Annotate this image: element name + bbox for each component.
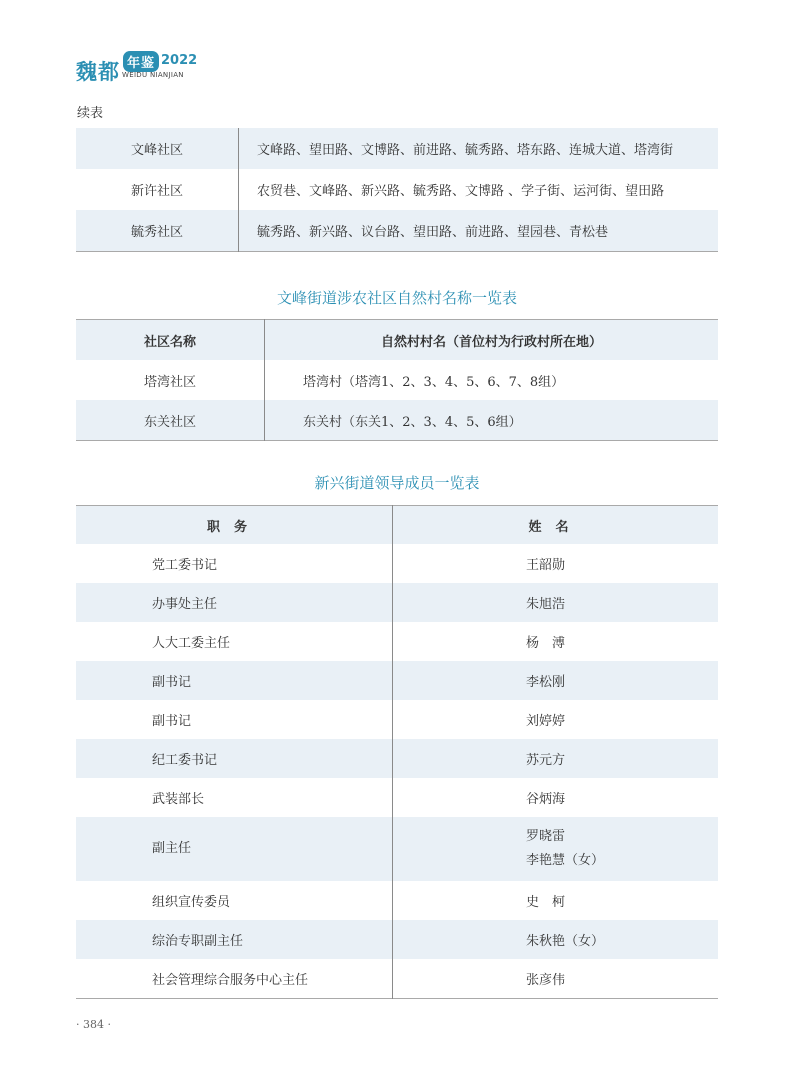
table-row — [76, 661, 718, 700]
table-row — [76, 400, 718, 441]
table-row — [76, 778, 718, 817]
name-line: 罗晓雷 — [526, 829, 566, 844]
position-cell: 社会管理综合服务中心主任 — [76, 959, 393, 999]
table-row — [76, 128, 718, 169]
position-cell: 武装部长 — [76, 778, 393, 817]
villages-table — [76, 319, 718, 441]
table-row — [76, 700, 718, 739]
community-cell: 新许社区 — [76, 169, 239, 210]
name-cell: 苏元方 — [393, 739, 719, 778]
position-cell: 组织宣传委员 — [76, 881, 393, 920]
name-cell: 杨 溥 — [526, 636, 566, 651]
table-row — [76, 739, 718, 778]
roads-cell: 农贸巷、文峰路、新兴路、毓秀路、文博路 、学子街、运河街、望田路 — [257, 184, 665, 199]
position-cell: 副书记 — [76, 700, 393, 739]
logo-badge: 年鉴 — [123, 51, 159, 72]
leaders-table — [76, 505, 718, 999]
villages-cell: 东关村（东关1、2、3、4、5、6组） — [265, 400, 719, 441]
name-cell — [393, 817, 719, 881]
community-roads-table — [76, 128, 718, 252]
continued-label: 续表 — [77, 106, 104, 121]
page-number: · 384 · — [76, 1018, 111, 1031]
table-row — [76, 360, 718, 400]
community-cell: 东关社区 — [76, 400, 265, 441]
community-cell: 文峰社区 — [76, 128, 239, 169]
position-cell: 副主任 — [76, 817, 393, 881]
table-row — [76, 920, 718, 959]
table-row — [76, 881, 718, 920]
position-cell: 党工委书记 — [76, 544, 393, 583]
table-row — [76, 544, 718, 583]
logo-title: 魏都 — [76, 60, 120, 84]
table-header-row — [76, 320, 718, 361]
roads-cell: 毓秀路、新兴路、议台路、望田路、前进路、望园巷、青松巷 — [239, 210, 719, 252]
column-header-position: 职务 — [76, 506, 393, 545]
table-row — [76, 210, 718, 252]
name-cell: 李松刚 — [393, 661, 719, 700]
position-cell: 综治专职副主任 — [76, 920, 393, 959]
yearbook-logo — [76, 50, 276, 84]
community-cell: 毓秀社区 — [76, 210, 239, 252]
column-header-villages: 自然村村名（首位村为行政村所在地） — [265, 320, 719, 361]
name-cell: 谷炳海 — [526, 792, 566, 807]
name-cell: 朱旭浩 — [393, 583, 719, 622]
position-cell: 纪工委书记 — [76, 739, 393, 778]
name-cell: 刘婷婷 — [526, 714, 566, 729]
villages-cell: 塔湾村（塔湾1、2、3、4、5、6、7、8组） — [303, 374, 565, 390]
logo-subtitle: WEIDU NIANJIAN — [122, 71, 184, 79]
villages-table-title: 文峰街道涉农社区自然村名称一览表 — [276, 289, 517, 307]
position-cell: 人大工委主任 — [76, 622, 393, 661]
logo-year: 2022 — [161, 53, 198, 68]
name-cell: 王韶勋 — [526, 558, 566, 573]
roads-cell: 文峰路、望田路、文博路、前进路、毓秀路、塔东路、连城大道、塔湾街 — [239, 128, 719, 169]
position-cell: 副书记 — [76, 661, 393, 700]
leaders-table-title: 新兴街道领导成员一览表 — [314, 474, 480, 492]
column-header-community: 社区名称 — [76, 320, 265, 361]
column-header-name: 姓名 — [393, 506, 719, 545]
name-cell: 朱秋艳（女） — [393, 920, 719, 959]
table-row — [76, 622, 718, 661]
name-line: 李艳慧（女） — [526, 853, 605, 868]
name-cell: 史 柯 — [526, 895, 566, 910]
table-row — [76, 817, 718, 881]
table-header-row — [76, 506, 718, 545]
table-row — [76, 583, 718, 622]
table-row — [76, 169, 718, 210]
name-cell: 张彦伟 — [526, 973, 566, 988]
community-cell: 塔湾社区 — [76, 360, 265, 400]
position-cell: 办事处主任 — [76, 583, 393, 622]
table-row — [76, 959, 718, 999]
